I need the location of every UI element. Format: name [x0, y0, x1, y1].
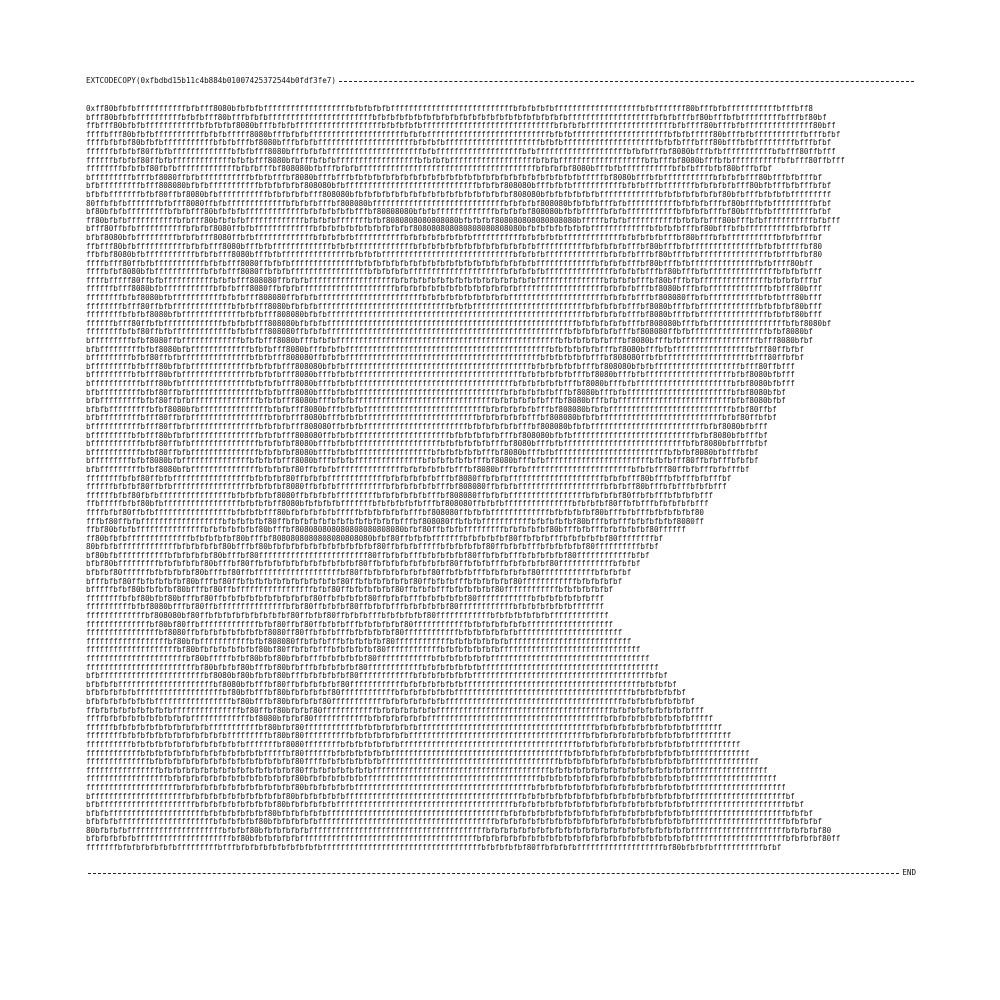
hex-line: ffffbfbfbf80bfbfbfffffffffffbfbfbfffbf8080bfffbfbfbfffffffffffffffffffffbfbfbfbfffffffffffffffffffffbfbfbfffffffffffffffffffffbfbfbfffbfff80bfffbfbfffffffffbfffbfbf — [86, 139, 832, 148]
hex-line: ffbfbf8080bfbfffffffffffbfbfbfff8080bfffbfbfffffffffffffffbfbfbfbfffffffffffffffffffffffffffffbfbfbfbfffffffffffffbfbfbfbfffbf80bfffbfbfffffffffffffffbfbfffbfbf80 — [86, 251, 823, 260]
hex-line: ffffffffffffffffffffffffbf80bfbfbf80bfffbf80bfbfffbfbfbfbfbf80ffffffffffffbfbfbfbfbfbfbfffffffffffffffffffffffffffffffffffffff — [86, 663, 659, 672]
hex-line: ffbfbfbfbfbfbfbfbfbfffffffffffffffbf80ffbf80bfbfbf80ffffffffffffbfbfbfbfbfbfbfffffffffffffffffffffffffffffffffffffffbfbfbfbfbfbfbfbfbfff — [86, 706, 704, 715]
hex-line: bfffbfbf80ffbfbfbfbfbf80bfffbf80ffbfbfbfbfbfbfbfbfbfbfbf80ffbfbfbfbfbfbf80ffbfbfbfffbfbfbfbfbf80ffffffffffffbfbfbfbfbf — [86, 577, 623, 586]
hex-line: bfbfbfffffffffffffffffffffbfbfbfbfbfbfbf80bfbfbfbfbfbfffffffffffffffffffffffffffffffffffffffbfbfbfbfbfbfbfbfbfbfbfbfbfbfbfbfbfbfbfbfbfffffffffffffffffffffbfbfbf — [86, 809, 813, 818]
hex-line: bfbfbfbfffffffffffffffffffffbfbfbfbfbf80bfbfbfbfbfbfffffffffffffffffffffffffffffffffffffffbfbfbfbfbfbfbfbfbfbfbfbfbfbfbfbfbfbfbfbfbfbfffffffffffffffffffffbfbfbfbf — [86, 818, 823, 827]
hex-line: ffffffffbfbf80ffbfbfffffffffffffbfbfbfff808080ffbfbfbfffffffffffffffffffffffffffffffffffffffffffffffffffffbfbfbfbfbfbfffbf808080ffbfbfffffffffffffffffbfbf8080bf — [86, 328, 813, 337]
hex-line: bfbfbfffffffbfbf80ffbf8080bfbfffffffffffbfbfbfbfbfff808080bfbfbfbfbfbfbfbfbfbfbfbfbfbfbfbfbfbf808080bfbfbfbfbfbfbfffffffffffffbfbfbfbfbfbfbf80bfbfffbfbfbfbfffffffff — [86, 190, 832, 199]
hex-line: bfffffffffffbfbf80ffbfbfffffffffffffffbfbfbfbf8080bfffbfbfbfffffffffffffffffffbfbfbfbfbfbfffbf8080bfffbfbfffffffffffffffffffffffffffbfbf8080bfbfffbfbf — [86, 440, 768, 449]
hex-line: ffbfff80bfbfffffffffffbfbfbfff8080bfffbfbfffffffffffffbfbfbfffffffffffffbfbfbfbfbfbfbfbfbfbfbfbfbfbfffffffffffbfbfbfbfbfffbf80bfffbfbfffffffffffffffbfbfbfffffbf80 — [86, 242, 823, 251]
hex-line: 80bfbfbfffffffffffffbfbfbfbfbf80bfffbf80bfbfbfbfbfbfbfbfbfbfbfbf80ffbfbfbfffffbfbfbfbfbf80ffbfbfbfffbfbfbfbfbf80ffffffffffbfbf — [86, 543, 659, 552]
hex-line: ffffbfff80ffbfbfffffffffffbfbfbfff8080ffbfbfbfffffffffffffffbfbfbfbfbfbfbfbfbfbfbfbfbfbfbfbfbfbfbfbfffffffffffffbfbfbfbfffbf80bfffbfbfffffffffffffffbfbffff80bff — [86, 259, 813, 268]
hex-line: ffbfff80bfbfbffffffffffffbfbfbfbf8080bfffbfbfbfffffffffffffffffffbfbfbfbfbfffffffffffffffffffffffffffffbfbfbfbfffffffffffffffffffbfbffff80bfffbfbfffffffffffffff80bff — [86, 122, 836, 131]
hex-line: ffffffffffbfbfbfbfbfbfbfbfbfbfbfbfbfffffffbf8080ffffffffbfbfbfbfbfbfbfffffffffffffffffffffffffffffffffffffffbfbfbfbfbfbfbfbfbfbfbfbfbfffffffffff — [86, 740, 741, 749]
hex-line: ffffffffbfff80ffbfbfffffffffffffbfbfbfff8080bfbfbfbfffffffffffffffffffffffffffffbfbfbfffffffffffffffffffffffffbfbfbfbfbfffbf8080bfffbfbfffffffffffffbfbfbfbf80bfff — [86, 302, 823, 311]
hex-line: 0xff80bfbfbfffffffffffbfbfff8080bfbfbfbfffffffffffffffffffbfbfbfbfbfffffffffffffffffffffffffffbfbfbfbfbfffffffffffffffffffbfbfffffff80bfffbfbfffffffffffbfffbff8 — [86, 105, 813, 113]
end-marker: END — [902, 868, 916, 878]
hex-line: fffbf80ffbfbffffffffffffffffffbfbfbfbfbf80ffbfbfbfbfbfbfbfbfbfbfbfbfbfffbf808080ffbfbfbfffffffffffbfbfbfbfbf80bfffbfbfffbfbfbfbfbf8080ff — [86, 517, 704, 526]
hex-line: bfffffffffffbfff80bfbfffffffffffffffbfbfbfbfff8080bfffbfbfbfffffffffffffffffffffffffffffffffffbfbfbfbfbfbfffbf8080bfffbfbfffffffffffffffffffffbfbf8080bfbfff — [86, 380, 795, 388]
hex-line: bfbf8080bfbfffffffffbfbfbfff8080ffbfbfffffffffffffbfbfbfbfbfffffffffffbfbfbfbfbfbfbfbfffffffffffbfbfbfbfbfffffffffffffbfbfbfbfbfffbf80bfffbfbfffffffffffbfbfbfffbf — [86, 233, 823, 242]
hex-line: ffffffffffffffffbf8080ffbfbfbfbfbfbfbfbf8080ff80ffbfbfbfffbfbfbfbfbf80ffffffffffffbfbfbfbfbfbfbfffffffffffffffffffffff — [86, 629, 623, 638]
hex-line: bfbfbfffffffffbfbf8080bfbfffffffffffffffbfbfbfff8080bfffbfbfbfffffffffffffffffffffffffffbfbfbfbfbfbfffbf808080bfbfbfffffffffffffffffffffffffffbfbf80ffbf — [86, 405, 777, 414]
hex-line: ffffffffffffffffffffbf80bfbfbfbfbfbfbf80bf80ffbfbfbfffbfbfbfbfbf80ffffffffffffbfbfbfbfbfbfbfffffffffffffffffffffffffffffff — [86, 646, 641, 655]
hex-line: bfff80bfbfbffffffffffbfbfbfff80bfffbfbfbfffffffffffffffffffffffbfbfbfbfbfbfbfbfbfbfbfbfbfbfbfbfbfbfbfbfbfbfffffffffffffffffffbfbfbfffbf80bfffbfbfffffffffbfffbf80bf — [86, 113, 827, 122]
hex-line: bfbfffffffffbfff80ffbfbfffffffffffffffffbfbfbfff8080bfffbfbfbfffffffffffffffffffffffffbfbfbfbfbfbfffbf808080bfbfbfffffffffffffffffffffffffffbfbf80ffbfbf — [86, 414, 777, 423]
hex-line: bfffffffffbfffbf8080ffbfbfffffffffffbfbfbfffbf8080bfffbfffbfbfbfbfbfbfbfbfbfbfbfbfbfbfbfbfbfbfbfbfbfbfbfbfbfbfffffbf8080bfffbfbfffffffffffbfbfbfbfff80bfffbfbfffbf — [86, 173, 823, 182]
hex-line: bfffffffffbfbfff80bfbfffffffffffffffbfbfbfbfff8080bfffbfbfbfffffffffffffffffffffffffffffffffffffbfbfbfbfbfbfffbf8080bfffbfbfffffffffffffffffffbfbf8080bfbfff — [86, 371, 795, 380]
dump-footer — [86, 867, 916, 881]
hex-line: ffffbfbf8080bfbfffffffffffbfbfbfff8080ffbfbfbfffffffffffffffffbfbfbfbfbfffffffffffffffffffffbfbfbfbfbfffffffffffffffbfbfbfbfffbf80bfffbfbfffffffffffffffbfbfbfbfff — [86, 268, 823, 277]
hex-line: ffffffffbfbfbfbfbfbfbfbfbfbfbfbfffffffffbf80bf80ffffffffffbfbfbfbfbfbfbfffffffffffffffffffffffffffffffffffffffbfbfbfbfbfbfbfbfbfbfbfbfffffffff — [86, 732, 732, 741]
hex-line: bfffffffffbfbf8080bfbfffffffffffffffbfbfbfbfff8080bfffbfbfbfffffffffffffffbfbfbfbfbfbfffbf8080bfffbfbfffffffffffffffffffffffbfbfbfff80ffbfbfffbfbfbf — [86, 457, 759, 466]
hex-line: bfbfffffffffbfbf8080bfbfffffffffffffbfbfbfff8080bfffbfbfbfffffffffffffffffffffffffffffffffffffffffffffbfbfbfbfbfbfffbf8080bfffbfbfffffffffffffffffbfff80ffbfbf — [86, 345, 804, 354]
hex-line: bfbfffffffffbfbf8080bfbfffffffffffffffbfbfbfbf80ffbfbfbfffffffffffffffbfbfbfbfbfbfffbf8080bfffbfbfffffffffffffffffffffffbfbfbfff80ffbfbfffbfbfffbf — [86, 465, 750, 474]
hex-line: ffffffbfbfbf80ffbfbfffffffffffffbfbfbfff8080bfffbfbfbfffffffffffffffffffffbfbfffffffffffffffffffbfbffffffffffffffffffffbfbfbfffbf8080bfffbfbfffffffffffbfbfff80ffbfff — [86, 147, 836, 156]
hex-line: bfffffffffffbfbf80ffbfbfffffffffffffffbfbfbfbf8080bfffbfbfbfffffffffffffffffbfbfbfbfbfbfffbf8080bfffbfbfffffffffffffffffffffffffbfbfbf8080bfbfffbfbf — [86, 448, 759, 457]
hex-line: ffffffffffffffffffbf80bfbfffffffffffbfbf808080ffbfbfbfffbfbfbfbfbf80ffffffffffffbfbfbfbfbfbfbfffffffffffffffffffffffffff — [86, 637, 632, 646]
hex-line: ffffbfbfbfbfbfbfbfbfbfbfffffffffffffbf8080bfbfbf80ffffffffffffbfbfbfbfbfbfbfffffffffffffffffffffffffffffffffffffffbfbfbfbfbfbfbfbfbfbfffff — [86, 715, 714, 724]
hex-line: ff80bfbfbfffffffffffbfbfff80bfbfbfbfffffffffffffbfbfbfbfffffffbfbf8080808080808080bfbfbfbf808080808080808080bfffffbfbfbfffffffffffbfbfbfbfff80bfffbfbfffffffffffbfbfff — [86, 216, 841, 225]
hex-line: fffffffffffffbf808080bf80ffbfbfbfbfbfbfbfbfbf80ffbfbf80ffbfbfbfffbfbfbfbfbf80ffffffffffffbfbfbfbfbfbfbfffffffffffff — [86, 612, 609, 621]
hex-line: ffffffffbfbf8080bfbfffffffffffbfbfbfff808080ffbfbfbfffffffffffffffffffffffbfbfbfbfbfbfbfbfbfbfffffffffffffffffffffbfbfbfbfffbf808080ffbfbfffffffffffbfbfbfff80bfff — [86, 294, 823, 303]
hex-line: bfffffffffbfbfff80bfbfbfffffffffffffbfbfbfbfff808080bfbfbfffffffffffffffffffffffffffffffffffffffffbfbfbfbfbfbfffbf808080bfbfbfffffffffffffffffffbfff80ffbfff — [86, 362, 795, 371]
hex-line: ffffffffffbfbf8080bfffbf80ffbfffffffffffffffbfbf80ffbfbfbf80ffbfbfbfffbfbfbfbfbf80ffffffffffffbfbfbfbfbfbfbfffffff — [86, 603, 604, 612]
hex-line: ffffffffffffffbf80bf80ffbfffffffffffffbfbf80ffbf80ffbfbfbfffbfbfbfbfbf80ffffffffffffbfbfbfbfbfbfbfffffffffffffffffff — [86, 620, 614, 629]
header-divider — [339, 81, 914, 82]
hex-line: bfffffffffbfbf8080ffbfffffffffffffbfbfbfff8080bfffbfbfbfffffffffffffffffffffffffffffffffffffffffffffffffbfbfbfbfbfbfffbf8080bfffbfbfffffffffffffffffbfff8080bfbf — [86, 337, 813, 346]
hex-line: ffffffffbfbf80bfbf80bfffbf80ffbfbfbfbfbfbfbfbfbfbf80ffbfbfbfbf80ffbfbfbfffbfbfbfbfbf80ffffffffffffbfbfbfbfbfbfbfff — [86, 594, 604, 603]
hex-line: ffffbfff80bfbfbfffffffffffbfbfbfffff8080bfffbfbfbfffffffffffffffffffffbfbfbfffffffffffffffffffffffffffbfbfbfffffffffffffffffffffbfbfbfffff80bfffbfbfffffffffffbfffbfbf — [86, 130, 841, 139]
hex-line: ff80bfbfbffffffffffffffbfbfbfbfbf80bfffbf8080808080808080808080bfbf80ffbfbfbfffffffbfbfbfbfbf80ffbfbfbfffbfbfbfbfbf80ffffffffbf — [86, 534, 664, 543]
hex-line: bfbfbfbfbfbfffffffffffffffffffffbf80bfbfbfbfbfbfffffffffffffffffffffffffffffffffffffffbfbfbfbfbfbfbfbfbfbfbfbfbfbfbfbfbfbfbfbfbfbfbfbfffffffffffffffffffffbfbfbfbf80ff — [86, 835, 841, 844]
hex-line: ffffffbfbfbfbfbfbfbfbfbfbfbfffffffffffbf80bfbf80ffffffffffffbfbfbfbfbfbfbfffffffffffffffffffffffffffffffffffffffbfbfbfbfbfbfbfbfbfbfbfffffff — [86, 723, 723, 732]
hex-line: ffffffbfff80ffbfbfffffffffffffbfbfbfbfff808080bfbfbfbfffffffffffffffffffffffffffffffffffffffffffffffffffffffbfbfbfbfbfbfffbf808080bfffbfbfffffffffffffffffbfbf8080bf — [86, 319, 832, 328]
hex-line: ffffffffffffffffffffbfbfbfbfbfbfbfbfbfbfbfbfbf80bfbfbfbfbfbfffffffffffffffffffffffffffffffffffffffbfbfbfbfbfbfbfbfbfbfbfbfbfbfbfbfbfbfffffffffffffffffffff — [86, 783, 786, 792]
hex-line: bfbfffffffffbfbf80ffbfbfffffffffffffffbfbfbfff8080bfffbfbfbfffffffffffffffffffffffffffffffffbfbfbfbfbfbfffbf8080bfffbfbfffffffffffffffffffffffbfbf8080bfbf — [86, 388, 786, 397]
hex-line: ffffffffffffffffffbfbfbfbfbfbfbfbfbfbfbfbfbfbf80bfbfbfbfbfbfbfffffffffffffffffffffffffffffffffffffffbfbfbfbfbfbfbfbfbfbfbfbfbfbfbfbfbfffffffffffffffffff — [86, 775, 777, 784]
dump-header — [86, 74, 916, 88]
hex-line: ffffffffffffffffbfbfbfbfbfbfbfbfbfbfbfbfbfbfbf80ffbfbfbfbfbfbfbfffffffffffffffffffffffffffffffffffffffbfbfbfbfbfbfbfbfbfbfbfbfbfbfbfbfffffffffffffffff — [86, 766, 768, 775]
hex-line: ffffffbfff8080bfbfffffffffffbfbfbfff8080ffbfbfbfffffffffffffffffffffbfbfbfbfbfbfbfbfbfbfbfbfbfbfffffffffffffffffffbfbfbfbfffbf8080bfffbfbfffffffffffffbfbfff80bfff — [86, 285, 823, 294]
hex-line: ffffffbfbf80fbfbffffffffffffffffbfbfbfbfbf8080ffbfbfbfbfffffffffbfbfbfbfbfbfffbf808080ffbfbfbfffffffffffffffffbfbfbfbf80ffbfbfffbfbfbfbfff — [86, 491, 714, 500]
memory-dump-view — [86, 74, 916, 881]
hex-line: 80bfbfbfbfffffffffffffffffffffbfbfbf80bfbfbfbfbfbfffffffffffffffffffffffffffffffffffffffbfbfbfbfbfbfbfbfbfbfbfbfbfbfbfbfbfbfbfbfbfbfbfffffffffffffffffffffbfbfbfbf80 — [86, 826, 832, 835]
hex-line: bfbf80bfffffffffbfbfbfbfbf80bfffbf80ffbfbfbfbfbfbfbfbfbfbfbf80ffbfbfbfbfbfbfbfbf80ffbfbfbfffbfbfbfbfbf80ffffffffffffbfbfbf — [86, 560, 641, 569]
hex-line: bfffffffffffbfff80ffbfbfffffffffffffffbfbfbfbfff808080ffbfbfbfffffffffffffffffffffffbfbfbfbfbfbfffbf808080bfbfbfffffffffffffffffffffffffbfbf8080bfbfff — [86, 422, 768, 431]
hex-line: bfbfffffffffbfbf80ffbfbfffffffffffffffbfbfbfff8080bfffbfbfbfffffffffffffffffffffffffffffffbfbfbfbfbfbfffbf8080bfffbfbfffffffffffffffffffffffffbfbf8080bfbf — [86, 397, 786, 406]
hex-line: bfbfbfbfbfbfffffffffffffffffffbf80bfbfffbf80bfbfbfbfbf80ffffffffffffbfbfbfbfbfbfbfffffffffffffffffffffffffffffffffffffffbfbfbfbfbfbf — [86, 689, 686, 698]
hex-line: ffffffbfbfbf80ffbfbfffffffffffffbfbfbfff8080bfbfffbfbfbffffffffffffffffffbfbfbfbfffffffffffffffffffbfbfbfffffffffffffffffffbfbfffbf8080bfffbfbfffffffffffbfbfff80ffbfff — [86, 156, 845, 165]
hex-line: ffffffffffffffbfbfbfbfbfbfbfbfbfbfbfbfbfbfbfbf80ffffbfbfbfbfbfbfbfffffffffffffffffffffffffffffffffffffffbfbfbfbfbfbfbfbfbfbfbfbfbfbfbfffffffffffffff — [86, 758, 759, 767]
hex-line: bfbfffffffffbfff808080bfbfbfffffffffffbfbfbfbfbf808080bfbfffffffffffffffffffffffffffffbfbfbf808080bfffbfbfbfffffffffffbfbfbfffbfffffffbfbfbfbfbfff80bfbfffbfbfffbfbf — [86, 182, 832, 191]
hex-line: bfbfffffffffffffffffffffbfbfbfbfbfbfbfbfbf80bfbfbfbfbfbfffffffffffffffffffffffffffffffffffffffbfbfbfbfbfbfbfbfbfbfbfbfbfbfbfbfbfbfbfbfffffffffffffffffffffbfbf — [86, 801, 804, 810]
hex-line: ffffffffbfbfbf8080bfbfffffffffffffbfbfbfff808080bfbfbfffffffffffffffffffffffffffffffffffffffffffffffffffffffffbfbfbfbfbfffbf8080bfffbfbfffffffffffffffbfbfbf80bfff — [86, 311, 823, 320]
hex-line: bf80bfbfbfffffffffbfbfbfff80bfbfbfbfffffffffffffbfbfbfbfbfbfffbf80808080bfbfbfffffffffffffbfbfbfbf808080bfbfbfffffbfbfbfffffffffffbfbfbfbfffbf80bfffbfbfffffffffbfbf — [86, 208, 832, 217]
hex-line: bfbfbfbfbfbfbfbfffffffffffffffffbf80bfffbf80bfbfbfbf80ffffffffffffbfbfbfbfbfbfbfffffffffffffffffffffffffffffffffffffffbfbfbfbfbfbfbfbf — [86, 697, 695, 706]
hex-line: bfffffbfbf80bfbfbfbf80bfffbf80ffbfffffffffffffffffbfbf80ffbfbfbfbfbf80ffbfbfbfffbfbfbfbfbf80ffffffffffffbfbfbfbfbfbf — [86, 586, 614, 595]
hex-line: ffffffffffffbfbfbfbfbfbfbfbfbfbfbfbfbfbfffffbf80ffffffbfbfbfbfbfbfbfffffffffffffffffffffffffffffffffffffffbfbfbfbfbfbfbfbfbfbfbfbfbfbfffffffffffff — [86, 749, 750, 758]
hex-line: bfbfbf80ffffffbfbfbfbfbf80bfffbf80ffbfffffffffffffffffffbf80ffbfbfbfbfbfbfbf80ffbfbfbfffbfbfbfbfbf80ffffffffffffbfbfbfbf — [86, 569, 632, 578]
hex-line: ffffffffffffffffffffffbf80bfffffbfbf80bfbf80bfbfbfffbfbfbfbfbf80ffffffffffffbfbfbfbfbfbfbfffffffffffffffffffffffffffffffffff — [86, 655, 650, 663]
hex-line: ffbf80bfbfbfffffffffffffffbfbfbfbfbfbf80bfffbf808080808080808080808080bfbf80ffbfbfbfffffffffbfbfbfbfbf80bfffbfbfffbfbfbfbfbf80ffffff — [86, 526, 686, 535]
opcode-title: EXTCODECOPY(0xfbdbd15b11c4b884b01007425372544b0fdf3fe7) — [86, 75, 336, 85]
hex-line: bfffffffffbfbfff80bfbfbfffffffffffffffbfbfbfff808080ffbfbfbfffffffffffffffffffffbfbfbfbfbfbfffbf808080bfbfbfffffffffffffffffffffffffffbfbf8080bfbfffbf — [86, 431, 768, 440]
hex-line: bfff80ffbfbfffffffffffbfbfbf8080ffbfbfffffffffffffbfbfbfbfbfbfbfbfbfbfbf808080808080808080808080bfbfbfbfbfbfbfbfffffffffffffbfbfbfbfffbf80bfffbfbfffffffffffbfbfbfff — [86, 225, 832, 234]
hex-line: bfffffffffffffffffffffbfbfbfbfbfbfbfbfbfbfbf80bfbfbfbfbfbfffffffffffffffffffffffffffffffffffffffbfbfbfbfbfbfbfbfbfbfbfbfbfbfbfbfbfbfbfffffffffffffffffffffbf — [86, 792, 795, 801]
footer-divider — [88, 873, 899, 874]
hex-line: bfffffffffbfbf80ffbfbfffffffffffffffbfbfbfff808080ffbfbfbfffffffffffffffffffffffffffffffffffffffffffbfbfbfbfbfbfffbf808080ffbfbfffffffffffffffffffbfff80ffbfbf — [86, 354, 804, 363]
hex-line: ffffbfbf80ffbfbfffffffffffffffffbfbfbfbfff80bfbfbfbfbfbfffffbfbfbfbfbfbfffbf808080ffbfbfbfffffffffffffbfbfbfbfbf80bfffbfbfffbfbfbfbfbf80 — [86, 508, 704, 517]
hex-line: ffffffbfbfbf80ffbfbfffffffffffffffffbfbfbfbf8080ffbfbfbfffffffffffbfbfbfbfbfbfffbf808080ffbfbfbfffffffffffffffffffbfbfbff80bfffbfbfffbfbfbfff — [86, 483, 727, 492]
hex-line: bfbfffffffffffffffffffffffbf8080bf80bfbfbf80bfffbfbfbfbfbf80ffffffffffffbfbfbfbfbfbfbfffffffffffffffffffffffffffffffffffffffbfbf — [86, 672, 668, 681]
hex-line: ffbfffffbfbf80bfbfffffffffffffffffbfbfbfbff8080bfbfbfbfbfffffffbfbfbfbfbfbfffbf808080ffbfbfbfffffffffffffffbfbfbfbf80ffbfbfffbfbfbfbfbfff — [86, 500, 709, 509]
hex-line: fffffffbfbfbfbfbfbfbfffffffffbfffbfbfbfbfbfbfbfbfbfbfffffffffffffffffffffffffffffffffffbfbfbfbfbf80ffbfbfbfbfffffffffffffffffffbf80bfbfbfbfffffffffffbfbf — [86, 844, 782, 853]
bytecode-hex-dump — [86, 105, 916, 853]
hex-line: ffffffffbfbfbf80fbfbfffffffffffffbfbfbfffbf808080bfbfffbfbfbfffffffffffffffffffffffffffffffffffffffbfbfbfbf8080bfffbfbfffffffffffbfbfbfffbfbf80bfffbfbf — [86, 165, 773, 174]
hex-line: bfbfbfbfffffffffffffffffffffbf8080bfbfffbf80ffbfbfbfbfbf80ffffffffffffbfbfbfbfbfbfbfffffffffffffffffffffffffffffffffffffffbfbfbfbf — [86, 680, 677, 689]
hex-line: bf80bfbfffffffffffbfbfbfbfbf80bfffbf80ffffffffffffffffffffffff80ffbfbfbfffbfbfbfbfbf80ffbfbfbfffbfbfbfbfbf80ffffffffffffbfbf — [86, 551, 650, 560]
hex-line: 80ffbfbfbfffffffbfbfff8080ffbfbfffffffffffffbfbfbfbfffbf808080bfffffffffffffffffffffffffffffbfbfbfbf808080bfbfbfbfffbfbfffffffffffbfbfbfbfffbf80bfffbfbfffffffffbfbf — [86, 199, 832, 208]
hex-line: ffffbfffff80ffbfbfffffffffffbfbfbfff808080ffbfbfbfffffffffffffffffffbfbfbfbfbfbfbfbfbfbfbfbfbfbfbfbfffffffffffffffbfbfbfbfffbf80bfffbfbfffffffffffffffbfbfbfbfffbf — [86, 276, 823, 285]
hex-line: ffffffffbfbf80ffbfbfffffffffffffffffbfbfbfbf80ffbfbfbfffffffffffffbfbfbfbfbfbfffbf8080ffbfbfbfffffffffffffffffffffbfbfbfff80bfffbfbfffbfbfffbf — [86, 474, 732, 483]
